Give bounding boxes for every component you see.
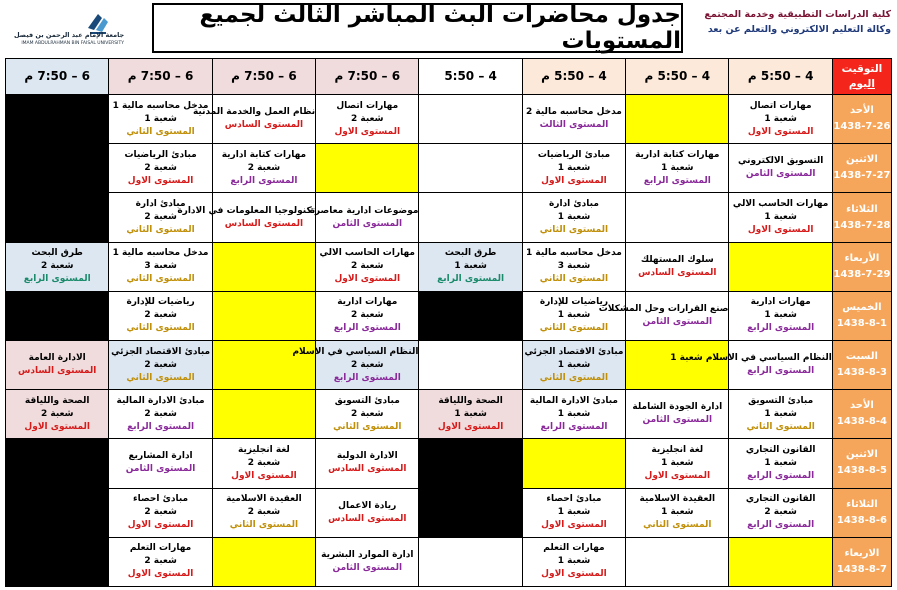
course-section: شعبة 1 bbox=[661, 457, 694, 468]
course-name: لغة انجليزية bbox=[651, 444, 704, 455]
course-section: شعبة 1 bbox=[661, 507, 694, 518]
course-name: موضوعات ادارية معاصرة bbox=[309, 205, 419, 216]
course-name: مدخل محاسبه مالية 1 bbox=[112, 248, 209, 259]
corner-cell bbox=[832, 59, 891, 95]
course-cell bbox=[522, 488, 625, 537]
course-cell bbox=[522, 144, 625, 193]
course-level: المستوى السادس bbox=[638, 267, 717, 278]
time-slot-header bbox=[729, 59, 832, 95]
course-section: شعبة 1 bbox=[557, 507, 591, 518]
course-level: المستوى الثامن bbox=[332, 218, 403, 229]
course-name: مهارات ادارية bbox=[750, 297, 811, 308]
course-section: شعبة 2 bbox=[764, 507, 797, 518]
course-name: مبادئ الاقتصاد الجزئي bbox=[524, 346, 624, 357]
day-date: 1438-7-27 bbox=[833, 170, 891, 182]
course-name: القانون التجاري bbox=[745, 494, 816, 505]
black-empty-cell bbox=[6, 488, 109, 537]
yellow-empty-cell bbox=[316, 144, 419, 193]
course-level: المستوى الرابع bbox=[747, 520, 815, 531]
yellow-empty-cell bbox=[212, 291, 315, 340]
course-section: شعبة 1 bbox=[557, 212, 591, 223]
course-name: مهارات الحاسب الالي bbox=[732, 199, 829, 210]
day-cell bbox=[832, 95, 891, 144]
course-section: شعبة 2 bbox=[351, 261, 384, 272]
course-cell bbox=[212, 144, 315, 193]
course-section: شعبة 3 bbox=[557, 261, 591, 272]
course-cell bbox=[109, 242, 212, 291]
course-cell bbox=[316, 291, 419, 340]
course-level: المستوى الاول bbox=[644, 470, 711, 481]
course-cell bbox=[109, 439, 212, 488]
course-level: المستوى الرابع bbox=[333, 323, 401, 334]
yellow-empty-cell bbox=[212, 242, 315, 291]
course-section: شعبة 1 bbox=[454, 408, 487, 419]
course-level: المستوى السادس bbox=[18, 366, 97, 377]
black-empty-cell bbox=[6, 144, 109, 193]
course-cell bbox=[6, 390, 109, 439]
course-cell bbox=[522, 291, 625, 340]
course-level: المستوى الاول bbox=[127, 520, 194, 531]
black-empty-cell bbox=[6, 439, 109, 488]
course-name: مهارات الحاسب الالي bbox=[319, 248, 415, 259]
day-cell bbox=[832, 242, 891, 291]
course-section: شعبة 2 bbox=[351, 408, 384, 419]
course-name: مدخل محاسبه مالية 2 bbox=[526, 107, 622, 118]
course-cell bbox=[522, 537, 625, 586]
course-cell bbox=[316, 390, 419, 439]
course-section: شعبة 2 bbox=[144, 212, 177, 223]
course-level: المستوى الرابع bbox=[747, 470, 815, 481]
course-cell bbox=[626, 439, 729, 488]
course-cell bbox=[316, 242, 419, 291]
corner-time-label: التوقيت bbox=[841, 62, 883, 75]
course-name: ادارة المشاريع bbox=[128, 451, 193, 462]
course-level: المستوى الاول bbox=[24, 421, 90, 432]
course-cell bbox=[522, 95, 625, 144]
course-level: المستوى الثامن bbox=[332, 562, 403, 573]
course-level: المستوى الرابع bbox=[230, 175, 298, 186]
university-name-en: IMAM ABDULRAHMAN BIN FAISAL UNIVERSITY bbox=[21, 41, 124, 46]
day-name: الثلاثاء bbox=[846, 498, 878, 510]
day-date: 1438-8-4 bbox=[836, 416, 887, 428]
course-section: شعبة 2 bbox=[144, 162, 177, 173]
time-slot-header bbox=[212, 59, 315, 95]
yellow-empty-cell bbox=[626, 340, 729, 389]
day-cell bbox=[832, 488, 891, 537]
course-name: العقيدة الاسلامية bbox=[226, 494, 302, 505]
day-name: الأحد bbox=[849, 400, 874, 412]
course-cell bbox=[316, 95, 419, 144]
yellow-empty-cell bbox=[522, 439, 625, 488]
course-section: شعبة 1 bbox=[764, 310, 797, 321]
course-level: المستوى الثامن bbox=[642, 415, 713, 426]
course-cell bbox=[109, 95, 212, 144]
black-empty-cell bbox=[419, 291, 522, 340]
course-level: المستوى الاول bbox=[541, 520, 607, 531]
course-name: مبادئ احصاء bbox=[133, 494, 189, 505]
course-level: المستوى الثاني bbox=[746, 421, 815, 432]
black-empty-cell bbox=[6, 537, 109, 586]
course-section: شعبة 1 bbox=[764, 408, 797, 419]
course-level: المستوى الثاني bbox=[126, 372, 195, 383]
course-level: المستوى الثاني bbox=[539, 323, 609, 334]
course-cell bbox=[316, 439, 419, 488]
course-cell bbox=[109, 537, 212, 586]
day-date: 1438-7-29 bbox=[833, 268, 891, 280]
course-name: مبادئ ادارة bbox=[135, 199, 186, 210]
course-section: شعبة 1 bbox=[557, 310, 591, 321]
schedule-row bbox=[6, 291, 892, 340]
course-level: المستوى الاول bbox=[334, 274, 401, 285]
course-name: مبادئ الادارة المالية bbox=[116, 395, 205, 406]
course-cell bbox=[6, 242, 109, 291]
course-name: رياضيات للإدارة bbox=[126, 297, 195, 308]
course-section: شعبة 2 bbox=[144, 310, 177, 321]
time-slot-header bbox=[316, 59, 419, 95]
course-section: شعبة 2 bbox=[40, 408, 74, 419]
course-cell bbox=[670, 340, 832, 389]
course-cell bbox=[729, 95, 832, 144]
course-level: المستوى الرابع bbox=[127, 421, 195, 432]
day-cell bbox=[832, 537, 891, 586]
day-date: 1438-8-7 bbox=[836, 563, 887, 575]
course-cell bbox=[109, 193, 212, 242]
schedule-row bbox=[6, 439, 892, 488]
course-section: شعبة 2 bbox=[144, 408, 177, 419]
course-name: التسويق الالكتروني bbox=[737, 156, 824, 167]
course-level: المستوى الاول bbox=[437, 421, 504, 432]
course-section: شعبة 1 bbox=[764, 457, 797, 468]
course-name: لغة انجليزية bbox=[238, 444, 290, 455]
yellow-empty-cell bbox=[729, 242, 832, 291]
course-name: مهارات اتصال bbox=[336, 100, 399, 111]
white-empty-cell bbox=[419, 537, 522, 586]
day-name: الثلاثاء bbox=[846, 203, 878, 215]
time-slot-label: 4 – 5:50 م bbox=[747, 69, 814, 84]
course-level: المستوى الثاني bbox=[539, 225, 609, 236]
time-slot-label: 4 – 5:50 م bbox=[644, 69, 711, 84]
course-level: المستوى الاول bbox=[541, 175, 607, 186]
course-section: شعبة 2 bbox=[351, 359, 384, 370]
day-name: السبت bbox=[845, 351, 878, 363]
course-level: المستوى الثاني bbox=[333, 421, 402, 432]
time-slot-header bbox=[419, 59, 522, 95]
course-level: المستوى الرابع bbox=[333, 372, 401, 383]
time-slot-header bbox=[626, 59, 729, 95]
course-name: الادارة العامة bbox=[28, 353, 86, 364]
course-name: تكنولوجيا المعلومات في الادارة bbox=[177, 205, 316, 216]
course-cell bbox=[626, 242, 729, 291]
course-cell bbox=[109, 390, 212, 439]
course-name: مبادئ احصاء bbox=[546, 494, 602, 505]
white-empty-cell bbox=[419, 340, 522, 389]
day-cell bbox=[832, 439, 891, 488]
course-level: المستوى الرابع bbox=[747, 323, 815, 334]
course-level: المستوى الثامن bbox=[642, 316, 713, 327]
yellow-empty-cell bbox=[729, 537, 832, 586]
course-cell bbox=[729, 390, 832, 439]
corner-day-label: اليوم bbox=[848, 77, 875, 90]
course-name: مهارات التعلم bbox=[129, 543, 192, 554]
course-level: المستوى السادس bbox=[328, 464, 407, 475]
time-slot-label: 6 – 7:50 م bbox=[334, 69, 401, 84]
course-cell bbox=[109, 488, 212, 537]
course-section: شعبة 1 bbox=[557, 162, 591, 173]
course-level: المستوى الرابع bbox=[23, 274, 91, 285]
page-header bbox=[0, 0, 897, 58]
schedule-row bbox=[6, 193, 892, 242]
course-name: مبادئ الادارة المالية bbox=[529, 395, 619, 406]
course-level: المستوى الثاني bbox=[539, 274, 609, 285]
course-cell bbox=[729, 439, 832, 488]
course-level: المستوى الاول bbox=[541, 569, 607, 580]
course-level: المستوى الثامن bbox=[745, 169, 816, 180]
time-slot-header bbox=[522, 59, 625, 95]
course-cell bbox=[626, 144, 729, 193]
day-date: 1438-7-28 bbox=[833, 219, 891, 231]
course-level: المستوى الاول bbox=[231, 470, 297, 481]
course-section: شعبة 2 bbox=[247, 457, 281, 468]
day-name: الأربعاء bbox=[844, 252, 880, 264]
course-name: مبادئ الاقتصاد الجزئي bbox=[111, 346, 211, 357]
course-level: المستوى الثاني bbox=[126, 323, 195, 334]
yellow-empty-cell bbox=[212, 390, 315, 439]
course-name: رياضيات للإدارة bbox=[539, 297, 609, 308]
course-cell bbox=[192, 95, 316, 144]
course-cell bbox=[522, 242, 625, 291]
course-cell bbox=[316, 537, 419, 586]
course-level: المستوى الاول bbox=[127, 175, 194, 186]
course-level: المستوى الثاني bbox=[126, 126, 195, 137]
course-level: المستوى الثاني bbox=[539, 372, 609, 383]
day-cell bbox=[832, 340, 891, 389]
course-name: مبادئ الرياضيات bbox=[124, 149, 197, 160]
course-level: المستوى الاول bbox=[127, 569, 194, 580]
day-cell bbox=[832, 390, 891, 439]
course-section: شعبة 2 bbox=[247, 507, 281, 518]
course-cell bbox=[598, 291, 729, 340]
course-name: طرق البحث bbox=[31, 248, 83, 259]
course-section: شعبة 2 bbox=[144, 556, 177, 567]
course-name: الادارة الدولية bbox=[336, 451, 398, 462]
course-name: صنع القرارات وحل المشكلات bbox=[598, 303, 729, 314]
time-slot-label: 4 – 5:50 bbox=[444, 69, 497, 84]
time-slot-header bbox=[6, 59, 109, 95]
yellow-empty-cell bbox=[212, 537, 315, 586]
course-name: النظام السياسي في الاسلام bbox=[292, 346, 419, 357]
course-cell bbox=[109, 291, 212, 340]
day-name: الاثنين bbox=[846, 449, 878, 461]
course-level: المستوى السادس bbox=[224, 218, 304, 229]
header-row bbox=[6, 59, 892, 95]
course-name: ادارة الجودة الشاملة bbox=[632, 402, 723, 413]
course-name: الصحة واللياقة bbox=[438, 395, 503, 406]
course-cell bbox=[316, 488, 419, 537]
course-section: شعبة 1 bbox=[454, 261, 487, 272]
schedule-row bbox=[6, 144, 892, 193]
course-section: شعبة 2 bbox=[144, 507, 177, 518]
course-cell bbox=[729, 488, 832, 537]
course-cell bbox=[626, 488, 729, 537]
day-date: 1438-8-3 bbox=[836, 367, 887, 379]
course-cell bbox=[177, 193, 316, 242]
course-cell bbox=[109, 144, 212, 193]
university-logo bbox=[14, 6, 124, 48]
schedule-row bbox=[6, 95, 892, 144]
course-level: المستوى الرابع bbox=[643, 175, 711, 186]
course-name: مدخل محاسبه مالية 1 bbox=[112, 100, 209, 111]
course-cell bbox=[522, 340, 625, 389]
white-empty-cell bbox=[419, 193, 522, 242]
course-cell bbox=[729, 193, 832, 242]
schedule-row bbox=[6, 488, 892, 537]
black-empty-cell bbox=[6, 291, 109, 340]
course-section: شعبة 2 bbox=[351, 310, 384, 321]
course-cell bbox=[212, 439, 315, 488]
course-level: المستوى الثامن bbox=[125, 464, 196, 475]
schedule-table bbox=[5, 58, 892, 587]
course-level: المستوى الثالث bbox=[539, 120, 609, 131]
course-level: المستوى الثاني bbox=[126, 274, 195, 285]
time-slot-label: 6 – 7:50 م bbox=[231, 69, 297, 84]
course-cell bbox=[522, 193, 625, 242]
course-section: شعبة 1 bbox=[144, 113, 177, 124]
course-level: المستوى الاول bbox=[747, 126, 814, 137]
course-level: المستوى الرابع bbox=[540, 421, 608, 432]
schedule-row bbox=[6, 242, 892, 291]
course-name: العقيدة الاسلامية bbox=[639, 494, 716, 505]
course-name: طرق البحث bbox=[444, 248, 497, 259]
schedule-row bbox=[6, 390, 892, 439]
course-level: المستوى الاول bbox=[747, 225, 814, 236]
course-cell bbox=[729, 144, 832, 193]
course-cell bbox=[292, 340, 419, 389]
white-empty-cell bbox=[626, 537, 729, 586]
day-name: الاثنين bbox=[846, 154, 878, 166]
course-section: شعبة 3 bbox=[144, 261, 177, 272]
course-cell bbox=[109, 340, 212, 389]
course-name: مدخل محاسبه مالية 1 bbox=[526, 248, 622, 259]
course-section: شعبة 2 bbox=[144, 359, 177, 370]
course-level: المستوى الرابع bbox=[747, 366, 815, 377]
course-cell bbox=[729, 291, 832, 340]
university-name-ar: جامعة الإمام عبد الرحمن بن فيصل bbox=[14, 31, 125, 39]
page-title: جدول محاضرات البث المباشر الثالث لجميع المستويات bbox=[152, 3, 683, 53]
course-cell bbox=[6, 340, 109, 389]
time-slot-label: 4 – 5:50 م bbox=[541, 69, 607, 84]
course-cell bbox=[419, 390, 522, 439]
time-slot-label: 6 – 7:50 م bbox=[24, 69, 90, 84]
course-name: مبادئ التسويق bbox=[334, 395, 400, 406]
course-name: ادارة الموارد البشرية bbox=[321, 549, 414, 560]
day-date: 1438-8-5 bbox=[836, 465, 887, 477]
course-name: الصحة واللياقة bbox=[24, 395, 90, 406]
day-cell bbox=[832, 291, 891, 340]
black-empty-cell bbox=[419, 439, 522, 488]
college-line-1: كلية الدراسات التطبيقية وخدمة المجتمع bbox=[704, 9, 891, 20]
course-level: المستوى الاول bbox=[334, 126, 401, 137]
yellow-empty-cell bbox=[626, 95, 729, 144]
course-section: شعبة 1 bbox=[661, 162, 694, 173]
course-level: المستوى الثاني bbox=[643, 520, 712, 531]
course-level: المستوى الثاني bbox=[229, 520, 299, 531]
white-empty-cell bbox=[419, 95, 522, 144]
black-empty-cell bbox=[419, 488, 522, 537]
course-cell bbox=[309, 193, 419, 242]
day-date: 1438-8-6 bbox=[836, 514, 887, 526]
day-name: الاربعاء bbox=[844, 547, 880, 559]
course-section: شعبة 2 bbox=[351, 113, 384, 124]
white-empty-cell bbox=[419, 144, 522, 193]
course-name: سلوك المستهلك bbox=[640, 254, 714, 265]
schedule-row bbox=[6, 537, 892, 586]
course-section: شعبة 1 bbox=[557, 556, 591, 567]
course-name: مهارات كتابة ادارية bbox=[221, 149, 307, 160]
course-name: مهارات كتابة ادارية bbox=[635, 149, 720, 160]
day-cell bbox=[832, 193, 891, 242]
course-name: مبادئ الرياضيات bbox=[537, 149, 611, 160]
day-name: الخميس bbox=[842, 301, 882, 313]
course-level: المستوى الرابع bbox=[437, 274, 505, 285]
day-name: الأحد bbox=[849, 105, 874, 117]
college-name bbox=[691, 7, 891, 37]
course-cell bbox=[212, 488, 315, 537]
course-name: مبادئ ادارة bbox=[548, 199, 599, 210]
course-cell bbox=[522, 390, 625, 439]
day-cell bbox=[832, 144, 891, 193]
course-level: المستوى السادس bbox=[328, 513, 407, 524]
day-date: 1438-7-26 bbox=[833, 121, 891, 133]
course-name: مهارات التعلم bbox=[543, 543, 605, 554]
course-cell bbox=[419, 242, 522, 291]
black-empty-cell bbox=[6, 95, 109, 144]
course-level: المستوى السادس bbox=[224, 120, 304, 131]
course-section: شعبة 2 bbox=[40, 261, 74, 272]
course-name: القانون التجاري bbox=[745, 444, 816, 455]
time-slot-header bbox=[109, 59, 212, 95]
course-level: المستوى الثاني bbox=[126, 225, 195, 236]
day-date: 1438-8-1 bbox=[836, 317, 887, 329]
white-empty-cell bbox=[626, 193, 729, 242]
course-cell bbox=[626, 390, 729, 439]
course-name: ريادة الاعمال bbox=[338, 500, 397, 511]
course-section: شعبة 1 bbox=[764, 113, 797, 124]
schedule-row bbox=[6, 340, 892, 389]
course-name: نظام العمل والخدمة المدنية bbox=[192, 107, 316, 118]
course-section: شعبة 1 bbox=[557, 408, 591, 419]
time-slot-label: 6 – 7:50 م bbox=[127, 69, 194, 84]
course-section: شعبة 2 bbox=[247, 162, 281, 173]
course-name: مبادئ التسويق bbox=[748, 395, 814, 406]
black-empty-cell bbox=[6, 193, 109, 242]
course-name: النظام السياسي في الاسلام شعبة 1 bbox=[670, 353, 832, 364]
course-name: مهارات اتصال bbox=[749, 100, 812, 111]
course-section: شعبة 1 bbox=[557, 359, 591, 370]
course-name: مهارات ادارية bbox=[337, 297, 398, 308]
course-section: شعبة 1 bbox=[764, 212, 797, 223]
college-line-2: وكالة التعليم الالكتروني والتعلم عن بعد bbox=[707, 24, 891, 35]
